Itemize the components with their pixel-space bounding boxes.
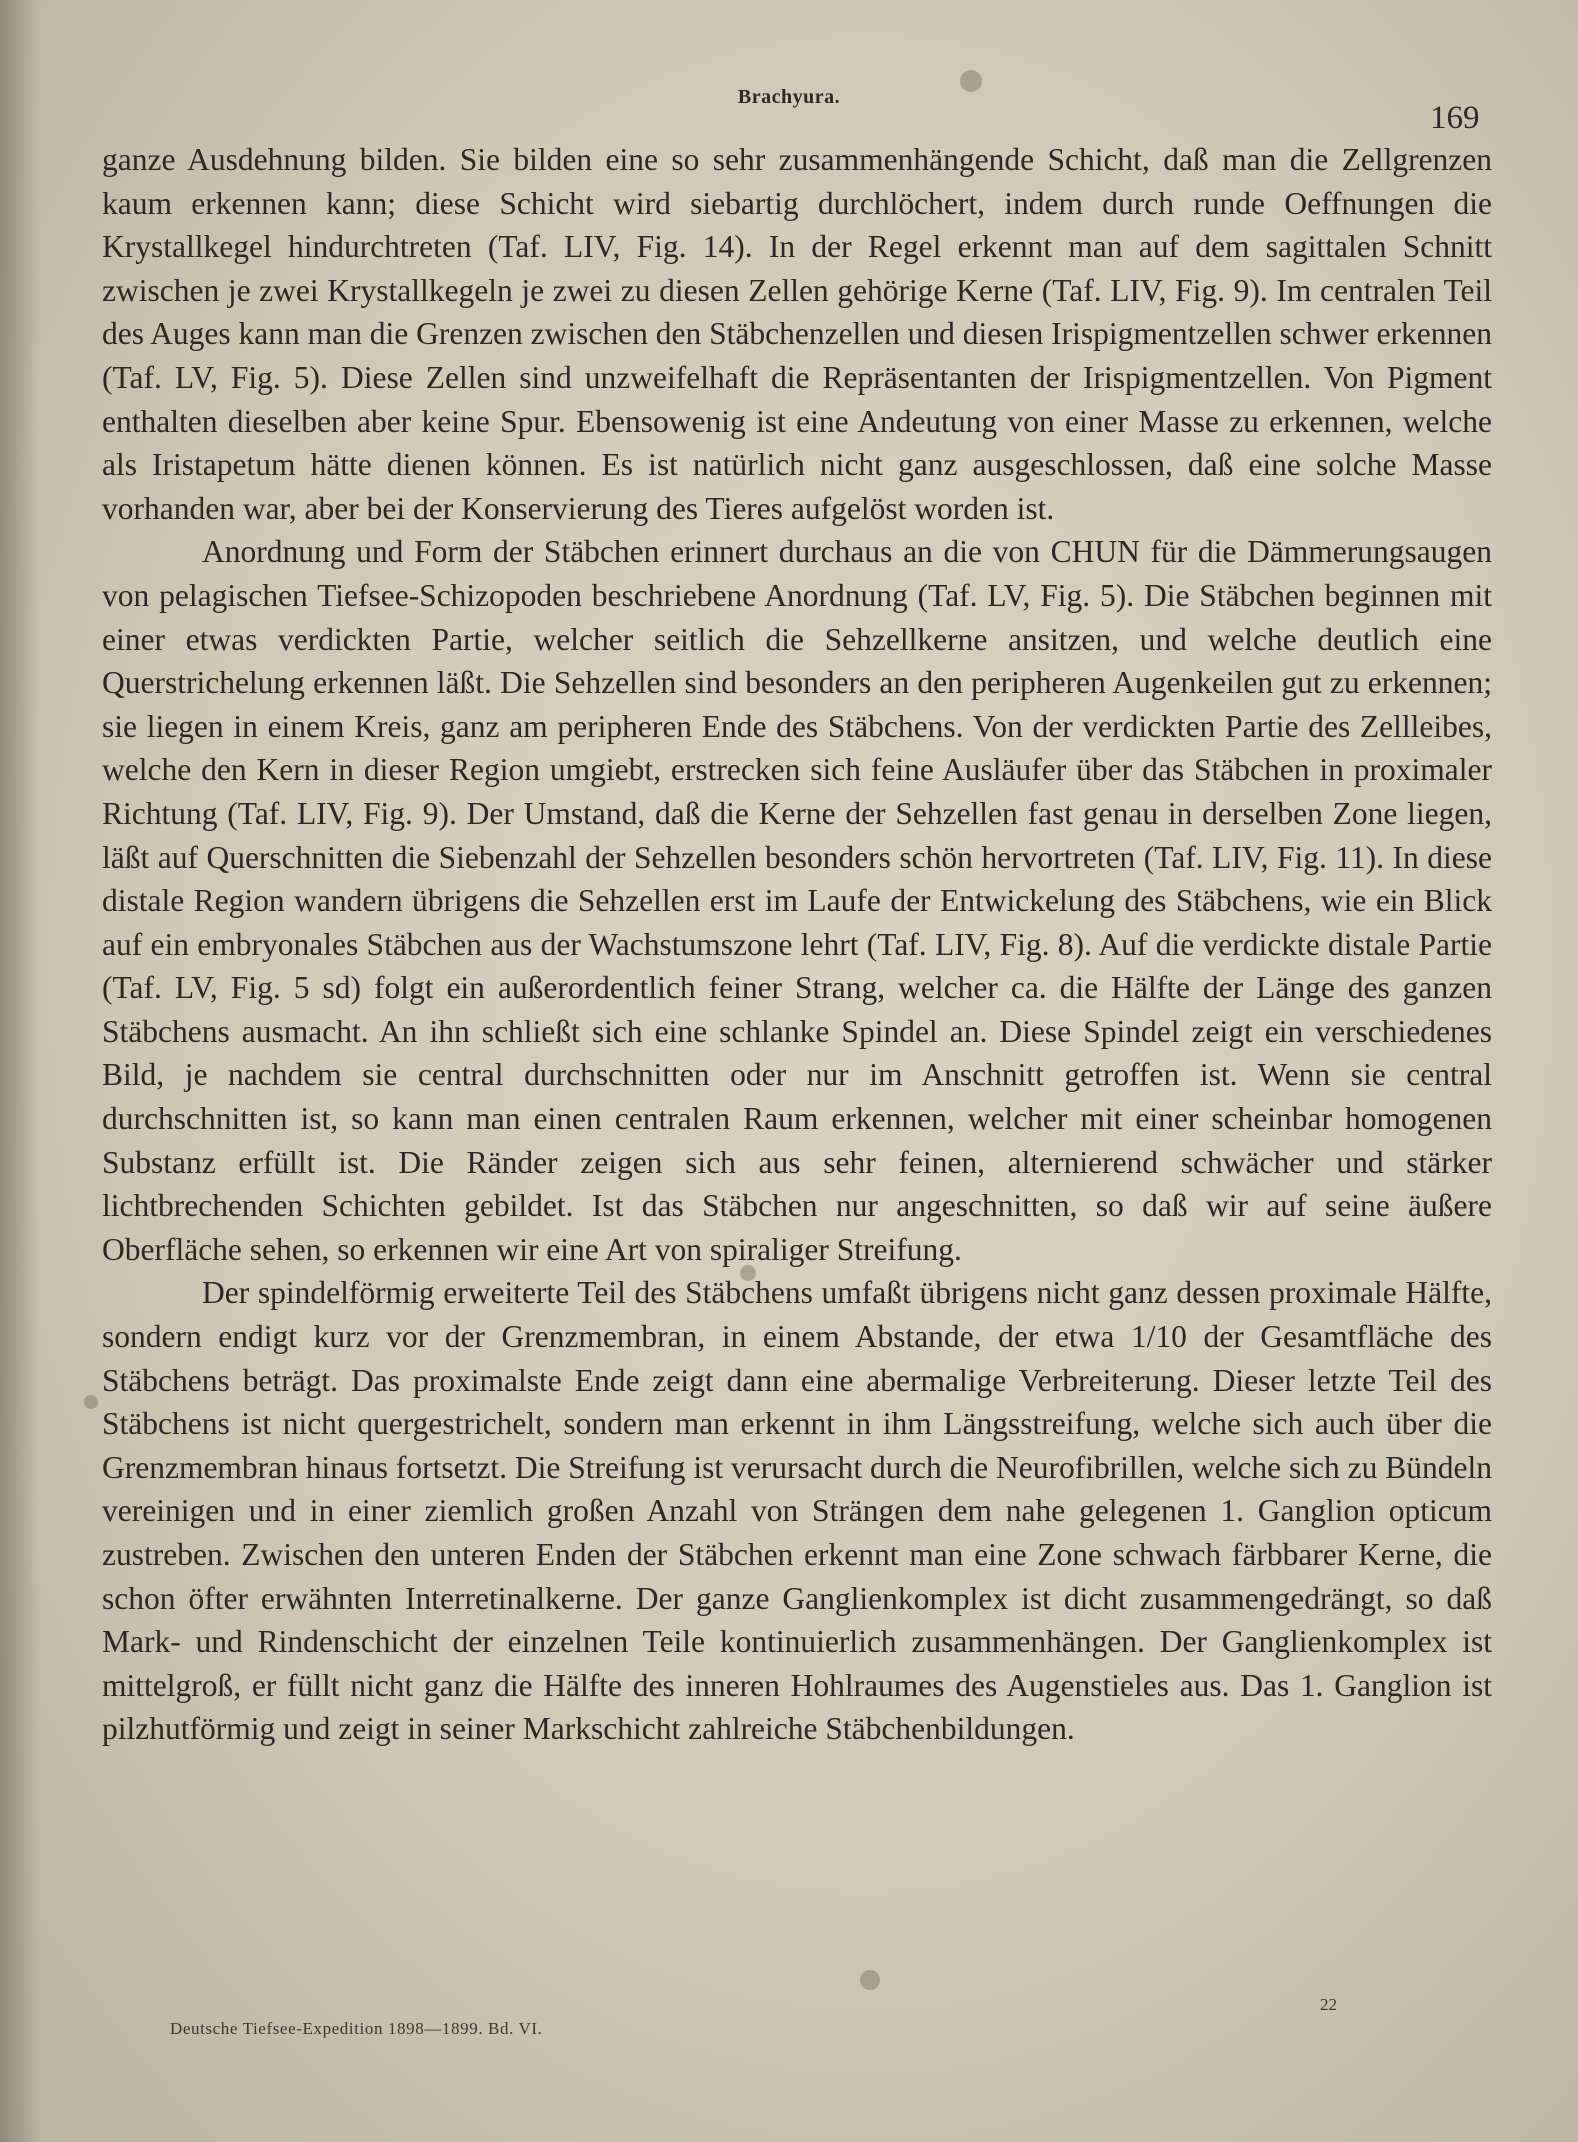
- binding-shadow: [0, 0, 40, 2142]
- paragraph-3: Der spindelförmig erweiterte Teil des Stäbchens umfaßt übrigens nicht ganz dessen proximale Hälfte, sondern endigt kurz vor der Grenzmembran, in einem Abstande, der etwa 1/10 der Gesamtfläche des Stäbchens beträgt. Das proximalste Ende zeigt dann eine abermalige Verbreiterung. Dieser letzte Teil des Stäbchens ist nicht quergestrichelt, sondern man erkennt in ihm Längsstreifung, welche sich auch über die Grenzmembran hinaus fortsetzt. Die Streifung ist verursacht durch die Neurofibrillen, welche sich zu Bündeln vereinigen und in einer ziemlich großen Anzahl von Strängen dem nahe gelegenen 1. Ganglion opticum zustreben. Zwischen den unteren Enden der Stäbchen erkennt man eine Zone schwach färbbarer Kerne, die schon öfter erwähnten Interretinalkerne. Der ganze Ganglienkomplex ist dicht zusammengedrängt, so daß Mark- und Rindenschicht der einzelnen Teile kontinuierlich zusammenhängen. Der Ganglienkomplex ist mittelgroß, er füllt nicht ganz die Hälfte des inneren Hohlraumes des Augenstieles aus. Das 1. Ganglion ist pilzhutförmig und zeigt in seiner Markschicht zahlreiche Stäbchenbildungen.: [102, 1275, 1492, 1747]
- paragraph-1: ganze Ausdehnung bilden. Sie bilden eine so sehr zusammenhängende Schicht, daß man die Zellgrenzen kaum erkennen kann; diese Schicht wird siebartig durchlöchert, indem durch runde Oeffnungen die Krystallkegel hindurchtreten (Taf. LIV, Fig. 14). In der Regel erkennt man auf dem sagittalen Schnitt zwischen je zwei Krystallkegeln je zwei zu diesen Zellen gehörige Kerne (Taf. LIV, Fig. 9). Im centralen Teil des Auges kann man die Grenzen zwischen den Stäbchenzellen und diesen Irispigmentzellen schwer erkennen (Taf. LV, Fig. 5). Diese Zellen sind unzweifelhaft die Repräsentanten der Irispigmentzellen. Von Pigment enthalten dieselben aber keine Spur. Ebensowenig ist eine Andeutung von einer Masse zu erkennen, welche als Iristapetum hätte dienen können. Es ist natürlich nicht ganz ausgeschlossen, daß eine solche Masse vorhanden war, aber bei der Konservierung des Tieres aufgelöst worden ist.: [102, 142, 1492, 526]
- printer-signature: 22: [1320, 1995, 1337, 2014]
- publication-footer: Deutsche Tiefsee-Expedition 1898—1899. Bd. VI.: [170, 2019, 543, 2038]
- paragraph-2: Anordnung und Form der Stäbchen erinnert durchaus an die von CHUN für die Dämmerungsaugen von pelagischen Tiefsee-Schizopoden beschriebene Anordnung (Taf. LV, Fig. 5). Die Stäbchen beginnen mit einer etwas verdickten Partie, welcher seitlich die Sehzellkerne ansitzen, und welche deutlich eine Querstrichelung erkennen läßt. Die Sehzellen sind besonders an den peripheren Augenkeilen gut zu erkennen; sie liegen in einem Kreis, ganz am peripheren Ende des Stäbchens. Von der verdickten Partie des Zellleibes, welche den Kern in dieser Region umgiebt, erstrecken sich feine Ausläufer über das Stäbchen in proximaler Richtung (Taf. LIV, Fig. 9). Der Umstand, daß die Kerne der Sehzellen fast genau in derselben Zone liegen, läßt auf Querschnitten die Siebenzahl der Sehzellen besonders schön hervortreten (Taf. LIV, Fig. 11). In diese distale Region wandern übrigens die Sehzellen erst im Laufe der Entwickelung des Stäbchens, wie ein Blick auf ein embryonales Stäbchen aus der Wachstumszone lehrt (Taf. LIV, Fig. 8). Auf die verdickte distale Partie (Taf. LV, Fig. 5 sd) folgt ein außerordentlich feiner Strang, welcher ca. die Hälfte der Länge des ganzen Stäbchens ausmacht. An ihn schließt sich eine schlanke Spindel an. Diese Spindel zeigt ein verschiedenes Bild, je nachdem sie central durchschnitten oder nur im Anschnitt getroffen ist. Wenn sie central durchschnitten ist, so kann man einen centralen Raum erkennen, welcher mit einer scheinbar homogenen Substanz erfüllt ist. Die Ränder zeigen sich aus sehr feinen, alternierend schwächer und stärker lichtbrechenden Schichten gebildet. Ist das Stäbchen nur angeschnitten, so daß wir auf seine äußere Oberfläche sehen, so erkennen wir eine Art von spiraliger Streifung.: [102, 534, 1492, 1267]
- paper-stain: [960, 70, 982, 92]
- running-title: Brachyura.: [737, 86, 841, 108]
- page-number: 169: [1430, 100, 1480, 136]
- paper-stain: [84, 1395, 98, 1409]
- paper-stain: [860, 1970, 880, 1990]
- body-text: [102, 138, 1492, 1751]
- paper-stain: [740, 1265, 756, 1281]
